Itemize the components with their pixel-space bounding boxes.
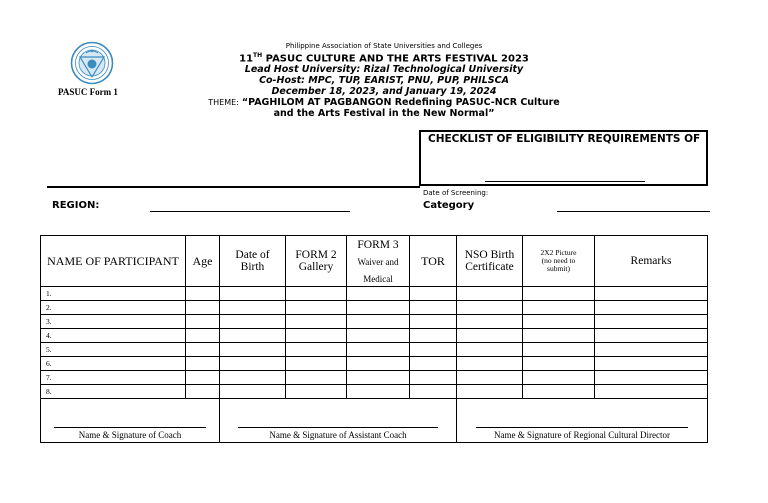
coach-signature-cell[interactable] (41, 399, 220, 443)
col-header-age: Age (186, 236, 220, 287)
pic-line-3: submit) (547, 264, 570, 274)
table-cell[interactable] (595, 329, 708, 343)
form3-line-3: Medical (363, 273, 393, 284)
table-cell[interactable] (457, 301, 523, 315)
table-cell[interactable] (220, 315, 286, 329)
table-cell[interactable] (186, 287, 220, 301)
table-cell[interactable] (347, 343, 410, 357)
pasuc-logo (70, 41, 114, 85)
table-cell[interactable] (457, 385, 523, 399)
festival-name: PASUC CULTURE AND THE ARTS FESTIVAL 2023 (265, 53, 529, 65)
table-cell[interactable] (286, 385, 347, 399)
co-host: Co-Host: MPC, TUP, EARIST, PNU, PUP, PHILSCA (259, 75, 509, 86)
coach-signature-line (54, 427, 205, 428)
director-signature-cell[interactable] (457, 399, 708, 443)
table-cell[interactable] (347, 371, 410, 385)
table-cell[interactable] (286, 301, 347, 315)
table-cell[interactable] (410, 357, 457, 371)
col-header-tor: TOR (410, 236, 457, 287)
table-cell[interactable] (523, 329, 595, 343)
table-cell[interactable] (347, 329, 410, 343)
table-cell[interactable] (186, 315, 220, 329)
table-cell[interactable] (523, 343, 595, 357)
table-cell[interactable] (347, 301, 410, 315)
row-number-cell[interactable]: 6. (41, 357, 186, 371)
table-cell[interactable] (523, 385, 595, 399)
table-cell[interactable] (410, 343, 457, 357)
table-cell[interactable] (286, 343, 347, 357)
date-of-screening-label: Date of Screening: (423, 189, 489, 197)
region-field[interactable] (150, 211, 350, 212)
table-cell[interactable] (286, 329, 347, 343)
table-cell[interactable] (457, 343, 523, 357)
table-cell[interactable] (220, 371, 286, 385)
table-cell[interactable] (186, 385, 220, 399)
row-number-cell[interactable]: 2. (41, 301, 186, 315)
region-label: REGION: (52, 200, 100, 211)
assistant-coach-signature-cell[interactable] (220, 399, 457, 443)
table-cell[interactable] (457, 371, 523, 385)
col-header-date-of-birth (220, 236, 286, 287)
dob-line-2: Birth (240, 261, 265, 274)
form3-line-2: Waiver and (357, 256, 399, 267)
table-row (41, 287, 708, 301)
row-number-cell[interactable]: 4. (41, 329, 186, 343)
assistant-coach-signature-line (238, 427, 439, 428)
theme-line-2: and the Arts Festival in the New Normal” (273, 108, 495, 119)
table-cell[interactable] (457, 287, 523, 301)
form3-line-1: FORM 3 (357, 239, 399, 251)
category-label: Category (423, 200, 475, 211)
table-cell[interactable] (523, 315, 595, 329)
table-cell[interactable] (523, 371, 595, 385)
form2-line-2: Gallery (298, 261, 334, 274)
table-cell[interactable] (220, 329, 286, 343)
table-cell[interactable] (186, 371, 220, 385)
header-divider (47, 186, 420, 188)
participant-rows (41, 287, 708, 399)
table-row (41, 329, 708, 343)
festival-dates: December 18, 2023, and January 19, 2024 (271, 86, 497, 97)
table-cell[interactable] (410, 315, 457, 329)
row-number-cell[interactable]: 8. (41, 385, 186, 399)
pic-line-2: (no need to (541, 256, 576, 266)
table-cell[interactable] (220, 385, 286, 399)
table-cell[interactable] (286, 315, 347, 329)
director-signature-label: Name & Signature of Regional Cultural Director (494, 430, 670, 441)
table-cell[interactable] (186, 343, 220, 357)
coach-signature-label: Name & Signature of Coach (78, 430, 182, 441)
table-cell[interactable] (595, 371, 708, 385)
table-cell[interactable] (595, 343, 708, 357)
col-header-picture (523, 236, 595, 287)
table-cell[interactable] (523, 357, 595, 371)
director-signature-line (476, 427, 689, 428)
table-cell[interactable] (595, 357, 708, 371)
theme-label: THEME: (208, 98, 239, 107)
table-header-row (41, 236, 708, 287)
theme-line-1 (180, 97, 588, 108)
row-number-cell[interactable]: 3. (41, 315, 186, 329)
col-header-form2 (286, 236, 347, 287)
table-cell[interactable] (410, 301, 457, 315)
col-header-remarks: Remarks (595, 236, 708, 287)
table-cell[interactable] (347, 357, 410, 371)
table-cell[interactable] (286, 357, 347, 371)
table-row (41, 343, 708, 357)
table-cell[interactable] (410, 287, 457, 301)
assistant-coach-signature-label: Name & Signature of Assistant Coach (269, 430, 407, 441)
nso-line-2: Certificate (465, 261, 514, 274)
table-cell[interactable] (347, 287, 410, 301)
row-number-cell[interactable]: 5. (41, 343, 186, 357)
checklist-blank-line[interactable] (485, 181, 645, 182)
festival-title (180, 52, 588, 64)
table-row (41, 315, 708, 329)
festival-ordinal: 11 (239, 53, 254, 65)
nso-line-1: NSO Birth (464, 249, 515, 262)
table-cell[interactable] (347, 385, 410, 399)
participant-table (40, 235, 708, 443)
table-cell[interactable] (410, 385, 457, 399)
pic-line-1: 2X2 Picture (540, 248, 577, 258)
table-cell[interactable] (523, 301, 595, 315)
table-cell[interactable] (220, 357, 286, 371)
table-cell[interactable] (410, 371, 457, 385)
col-header-form3 (347, 236, 410, 287)
table-row (41, 301, 708, 315)
table-cell[interactable] (410, 329, 457, 343)
table-cell[interactable] (595, 287, 708, 301)
table-cell[interactable] (286, 287, 347, 301)
col-header-name: NAME OF PARTICIPANT (41, 236, 186, 287)
checklist-title: CHECKLIST OF ELIGIBILITY REQUIREMENTS OF (428, 133, 701, 145)
row-number-cell[interactable]: 1. (41, 287, 186, 301)
theme-text-1: “PAGHILOM AT PAGBANGON Redefining PASUC-NCR Culture (241, 97, 560, 108)
table-cell[interactable] (220, 301, 286, 315)
lead-host: Lead Host University: Rizal Technological University (244, 64, 524, 75)
table-cell[interactable] (595, 315, 708, 329)
row-number-cell[interactable]: 7. (41, 371, 186, 385)
table-cell[interactable] (457, 315, 523, 329)
table-cell[interactable] (595, 385, 708, 399)
form-label: PASUC Form 1 (58, 87, 118, 97)
table-cell[interactable] (286, 371, 347, 385)
table-row (41, 385, 708, 399)
table-cell[interactable] (186, 301, 220, 315)
dob-line-1: Date of (235, 249, 270, 262)
table-cell[interactable] (347, 315, 410, 329)
form2-line-1: FORM 2 (295, 249, 337, 262)
association-name: Philippine Association of State Universities and Colleges (285, 42, 483, 50)
table-cell[interactable] (186, 357, 220, 371)
signature-row (41, 399, 708, 443)
table-cell[interactable] (220, 343, 286, 357)
festival-ordinal-suffix: TH (253, 52, 263, 59)
table-cell[interactable] (523, 287, 595, 301)
table-cell[interactable] (220, 287, 286, 301)
table-row (41, 371, 708, 385)
category-field[interactable] (557, 211, 710, 212)
table-row (41, 357, 708, 371)
table-cell[interactable] (186, 329, 220, 343)
table-cell[interactable] (595, 301, 708, 315)
table-cell[interactable] (457, 329, 523, 343)
table-cell[interactable] (457, 357, 523, 371)
col-header-nso (457, 236, 523, 287)
